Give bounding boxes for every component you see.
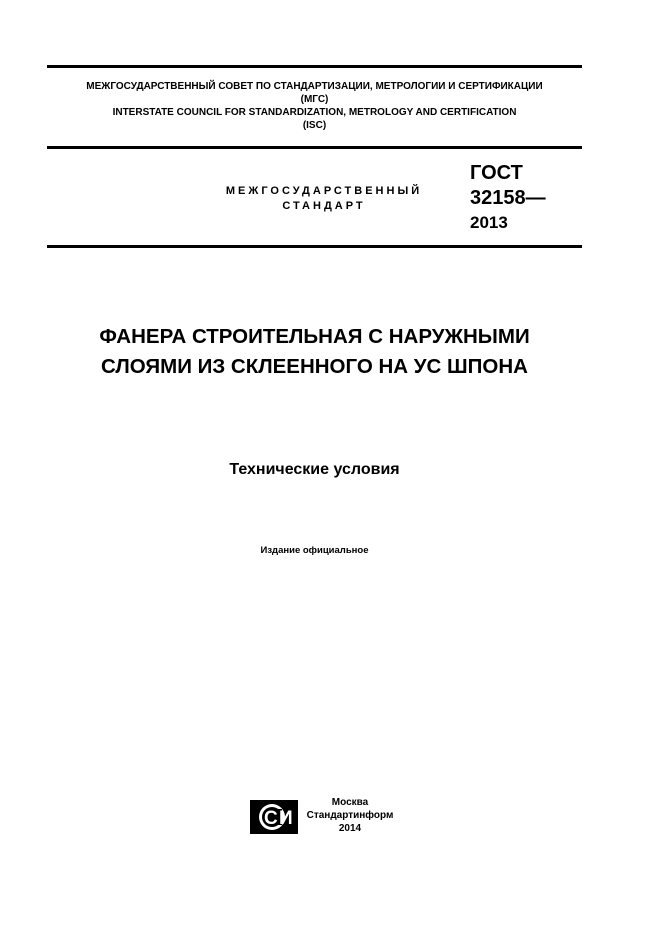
council-name-ru: МЕЖГОСУДАРСТВЕННЫЙ СОВЕТ ПО СТАНДАРТИЗАЦИИ, МЕТРОЛОГИИ И СЕРТИФИКАЦИИ bbox=[86, 81, 543, 92]
publisher-city: Москва bbox=[331, 797, 369, 808]
council-header bbox=[47, 80, 582, 132]
standard-type-line1: МЕЖГОСУДАРСТВЕННЫЙ bbox=[225, 185, 423, 197]
council-abbr-ru: (МГС) bbox=[300, 94, 329, 105]
council-name-en: INTERSTATE COUNCIL FOR STANDARDIZATION, METROLOGY AND CERTIFICATION bbox=[112, 107, 517, 118]
gost-year: 2013 bbox=[470, 213, 508, 232]
svg-text:И: И bbox=[279, 808, 293, 829]
gost-number: 32158— bbox=[470, 187, 546, 209]
standartinform-logo-icon bbox=[250, 800, 300, 834]
document-title-line2: СЛОЯМИ ИЗ СКЛЕЕННОГО НА УС ШПОНА bbox=[101, 355, 528, 378]
council-abbr-en: (ISC) bbox=[302, 120, 327, 131]
middle-rule bbox=[47, 146, 582, 149]
publisher-name: Стандартинформ bbox=[306, 810, 394, 821]
gost-prefix: ГОСТ bbox=[470, 162, 523, 184]
top-rule bbox=[47, 65, 582, 68]
edition-note: Издание официальное bbox=[260, 545, 369, 556]
document-subtitle: Технические условия bbox=[229, 461, 400, 478]
document-title bbox=[47, 322, 582, 382]
svg-text:С: С bbox=[264, 808, 278, 829]
bottom-rule bbox=[47, 245, 582, 248]
gost-designation bbox=[470, 161, 546, 234]
publication-year: 2014 bbox=[338, 823, 362, 834]
standard-type-label bbox=[200, 184, 448, 214]
publisher-info bbox=[300, 796, 400, 835]
document-title-line1: ФАНЕРА СТРОИТЕЛЬНАЯ С НАРУЖНЫМИ bbox=[99, 325, 530, 348]
standard-type-line2: СТАНДАРТ bbox=[282, 200, 366, 212]
